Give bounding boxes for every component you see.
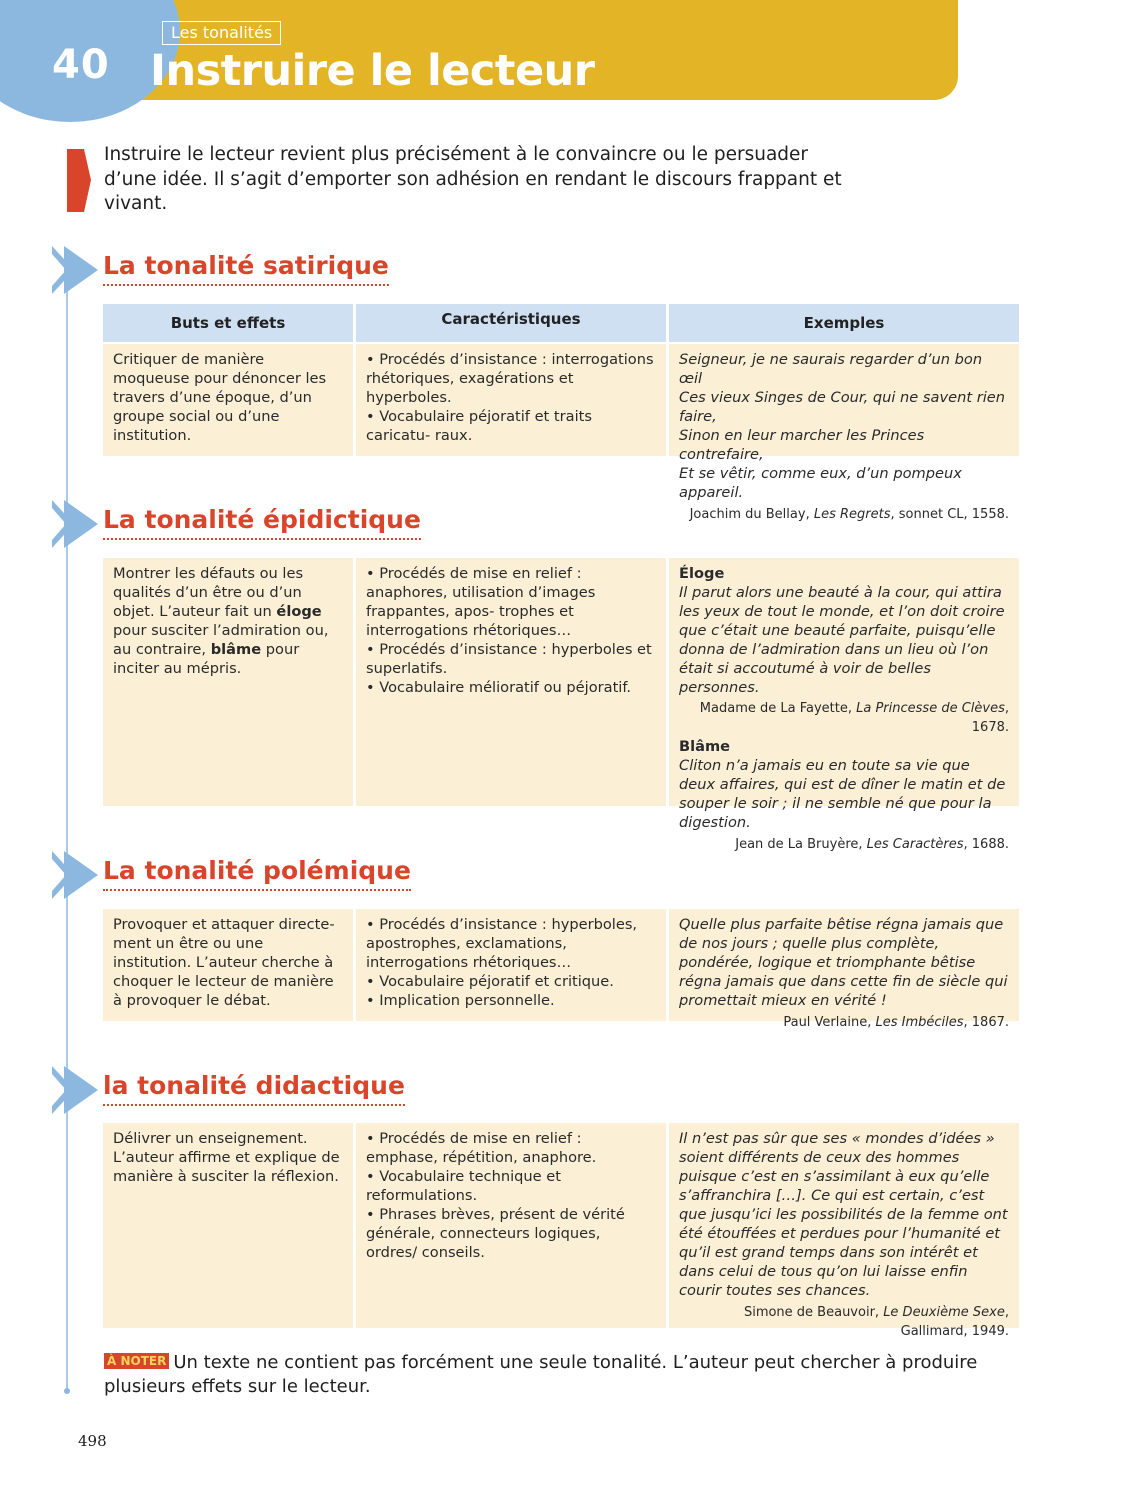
example-source: Madame de La Fayette, La Princesse de Clèves, 1678. xyxy=(699,701,1009,735)
features-cell xyxy=(356,558,666,806)
timeline-end-dot xyxy=(64,1388,70,1394)
section-title: La tonalité épidictique xyxy=(103,505,421,540)
example-source: Joachim du Bellay, Les Regrets, sonnet CL, 1558. xyxy=(689,507,1009,522)
section-title: la tonalité didactique xyxy=(103,1071,405,1106)
section-kicker: Les tonalités xyxy=(162,21,281,45)
note-paragraph xyxy=(104,1351,1014,1399)
note-text: Un texte ne contient pas forcément une seule tonalité. L’auteur peut chercher à produire plusieurs effets sur le lecteur. xyxy=(104,1352,978,1397)
feature-item: • Procédés de mise en relief : anaphores, utilisation d’images frappantes, apos- trophes et interrogations rhétoriques… xyxy=(366,565,596,639)
goals-cell: Délivrer un enseignement. L’auteur affirme et explique de manière à susciter la réflexion. xyxy=(103,1123,353,1328)
feature-item: • Vocabulaire péjoratif et critique. xyxy=(366,973,614,990)
features-cell xyxy=(356,909,666,1021)
example-cell xyxy=(669,1123,1019,1339)
example-quote: Cliton n’a jamais eu en toute sa vie que deux affaires, qui est de dîner le matin et de souper le soir ; il ne semble né que pour la digestion. xyxy=(679,757,1006,831)
example-label-blame: Blâme xyxy=(679,738,731,755)
page-number: 498 xyxy=(78,1432,107,1450)
goals-cell: Critiquer de manière moqueuse pour dénoncer les travers d’une époque, d’un groupe social ou d’une institution. xyxy=(103,344,353,456)
table-epidictique xyxy=(103,558,1019,852)
example-quote: Il parut alors une beauté à la cour, qui attira les yeux de tout le monde, et l’on doit croire que c’était une beauté parfaite, puisqu’elle donna de l’admiration dans un lieu où l’on était si accoutumé à voir de belles personnes. xyxy=(679,584,1005,696)
example-label-eloge: Éloge xyxy=(679,565,725,582)
table-didactique xyxy=(103,1123,1019,1339)
example-source: Jean de La Bruyère, Les Caractères, 1688. xyxy=(735,837,1009,852)
section-title: La tonalité polémique xyxy=(103,856,411,891)
example-source-line2: Gallimard, 1949. xyxy=(900,1324,1009,1339)
feature-item: • Vocabulaire péjoratif et traits caricatu- raux. xyxy=(366,408,592,444)
feature-item: • Procédés de mise en relief : emphase, répétition, anaphore. xyxy=(366,1130,597,1166)
intro-marker-icon xyxy=(67,149,91,212)
column-header-examples: Exemples xyxy=(669,304,1019,342)
feature-item: • Procédés d’insistance : interrogations rhétoriques, exagérations et hyperboles. xyxy=(366,351,654,406)
double-chevron-icon xyxy=(52,246,102,294)
features-cell xyxy=(356,1123,666,1328)
example-cell xyxy=(669,909,1019,1030)
column-header-features: Caractéristiques xyxy=(356,304,666,342)
example-quote: Quelle plus parfaite bêtise régna jamais que de nos jours ; quelle plus complète, pondérée, logique et triomphante bêtise régna jamais que dans cette fin de siècle qui promettait mieux en vérité ! xyxy=(679,916,1008,1009)
feature-item: • Vocabulaire technique et reformulations. xyxy=(366,1168,561,1204)
table-polemique xyxy=(103,909,1019,1030)
goals-cell: Provoquer et attaquer directe- ment un être ou une institution. L’auteur cherche à choquer le lecteur de manière à provoquer le débat. xyxy=(103,909,353,1021)
example-quote: Il n’est pas sûr que ses « mondes d’idées » soient différents de ceux des hommes puisque c’est en s’assimilant à eux qu’elle s’affranchira […]. Ce qui est certain, c’est que jusqu’ici les possibilités de la femme ont été étouffées et perdues pour l’humanité et qu’il est grand temps dans son intérêt et dans celui de tous qu’on lui laisse enfin courir toutes ses chances. xyxy=(679,1130,1008,1299)
double-chevron-icon xyxy=(52,1066,102,1114)
goals-cell: Montrer les défauts ou les qualités d’un être ou d’un objet. L’auteur fait un éloge pour susciter l’admiration ou, au contraire, blâme pour inciter au mépris. xyxy=(103,558,353,806)
feature-item: • Phrases brèves, présent de vérité générale, connecteurs logiques, ordres/ conseils. xyxy=(366,1206,625,1261)
page-title: Instruire le lecteur xyxy=(150,46,595,96)
double-chevron-icon xyxy=(52,851,102,899)
chapter-number: 40 xyxy=(52,42,110,88)
example-source: Paul Verlaine, Les Imbéciles, 1867. xyxy=(783,1015,1009,1030)
feature-item: • Implication personnelle. xyxy=(366,992,555,1009)
intro-paragraph: Instruire le lecteur revient plus précisément à le convaincre ou le persuader d’une idée. Il s’agit d’emporter son adhésion en rendant le discours frappant et vivant. xyxy=(104,144,842,214)
example-source: Simone de Beauvoir, Le Deuxième Sexe, xyxy=(743,1305,1009,1320)
example-cell xyxy=(669,558,1019,852)
features-cell xyxy=(356,344,666,456)
feature-item: • Vocabulaire mélioratif ou péjoratif. xyxy=(366,679,632,696)
note-tag: À NOTER xyxy=(104,1353,169,1369)
example-quote: Seigneur, je ne saurais regarder d’un bon œil Ces vieux Singes de Cour, qui ne savent rien faire, Sinon en leur marcher les Princes contrefaire, Et se vêtir, comme eux, d’un pompeux appareil. xyxy=(679,351,1005,501)
timeline-line xyxy=(66,250,68,1390)
column-header-goals: Buts et effets xyxy=(103,304,353,342)
section-title: La tonalité satirique xyxy=(103,251,389,286)
example-cell xyxy=(669,344,1019,522)
feature-item: • Procédés d’insistance : hyperboles et superlatifs. xyxy=(366,641,652,677)
feature-item: • Procédés d’insistance : hyperboles, apostrophes, exclamations, interrogations rhétoriques… xyxy=(366,916,638,971)
double-chevron-icon xyxy=(52,500,102,548)
